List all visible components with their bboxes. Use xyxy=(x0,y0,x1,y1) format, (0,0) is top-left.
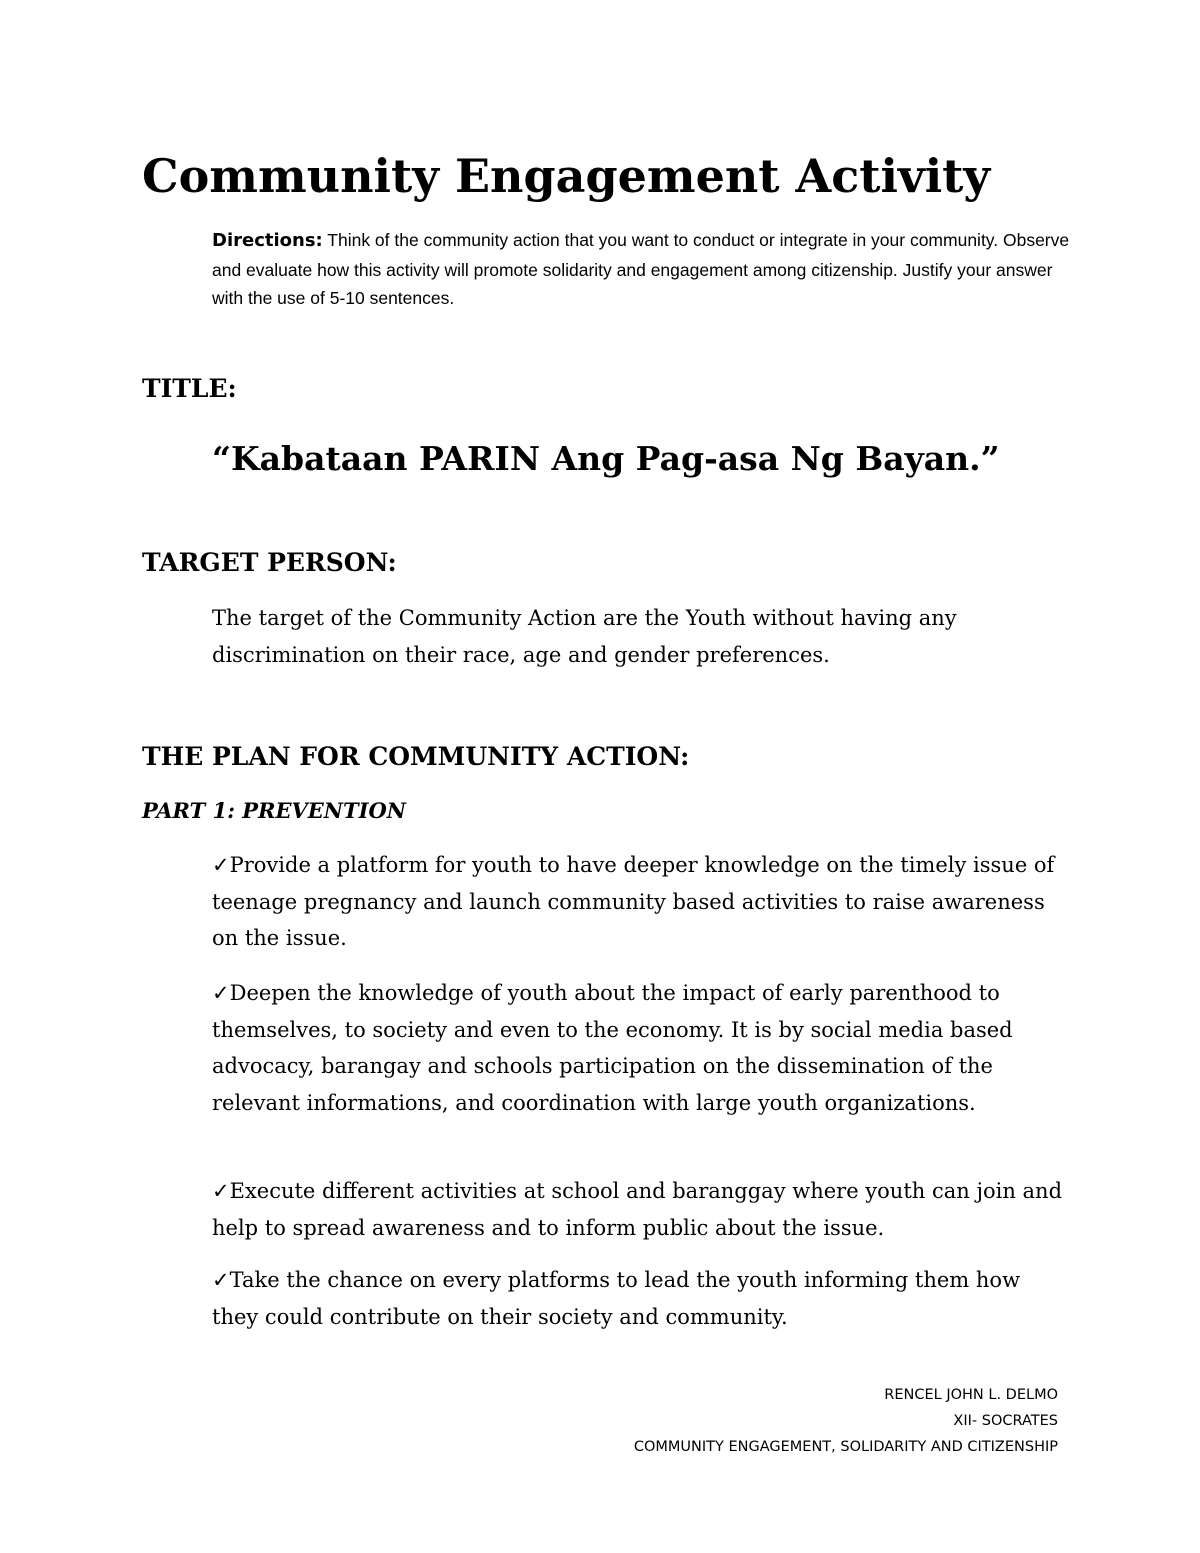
page-footer xyxy=(634,1382,1058,1460)
plan-item-text: Provide a platform for youth to have deeper knowledge on the timely issue of teenage pregnancy and launch community based activities to raise awareness on the issue. xyxy=(212,853,1055,950)
checkmark-icon: ✓ xyxy=(212,981,230,1005)
directions-text: Think of the community action that you want to conduct or integrate in your community. Observe and evaluate how this activity will promote solidarity and engagement among citizenship. Justify your answer with the use of 5-10 sentences. xyxy=(212,230,1070,308)
activity-title: “Kabataan PARIN Ang Pag-asa Ng Bayan.” xyxy=(212,439,1000,478)
plan-item xyxy=(212,1173,1072,1246)
directions-label: Directions: xyxy=(212,230,323,251)
target-person-heading: TARGET PERSON: xyxy=(142,548,397,577)
plan-item-text: Execute different activities at school and baranggay where youth can join and help to spread awareness and to inform public about the issue. xyxy=(212,1179,1063,1240)
plan-item-text: Take the chance on every platforms to lead the youth informing them how they could contribute on their society and community. xyxy=(212,1268,1021,1329)
plan-item xyxy=(212,975,1072,1121)
plan-item xyxy=(212,1262,1072,1335)
checkmark-icon: ✓ xyxy=(212,853,230,877)
document-title: Community Engagement Activity xyxy=(142,149,991,203)
part1-heading: PART 1: PREVENTION xyxy=(142,798,406,823)
directions-paragraph xyxy=(212,226,1072,313)
plan-heading: THE PLAN FOR COMMUNITY ACTION: xyxy=(142,742,690,771)
plan-item xyxy=(212,847,1072,957)
footer-section: XII- SOCRATES xyxy=(953,1413,1058,1429)
checkmark-icon: ✓ xyxy=(212,1179,230,1203)
footer-author-name: RENCEL JOHN L. DELMO xyxy=(884,1387,1058,1403)
checkmark-icon: ✓ xyxy=(212,1268,230,1292)
title-heading: TITLE: xyxy=(142,374,237,403)
target-person-text: The target of the Community Action are the Youth without having any discrimination on their race, age and gender preferences. xyxy=(212,606,957,667)
plan-item-text: Deepen the knowledge of youth about the impact of early parenthood to themselves, to society and even to the economy. It is by social media based advocacy, barangay and schools participation on the dissemination of the relevant informations, and coordination with large youth organizations. xyxy=(212,981,1013,1115)
footer-subject: COMMUNITY ENGAGEMENT, SOLIDARITY AND CITIZENSHIP xyxy=(633,1439,1058,1455)
